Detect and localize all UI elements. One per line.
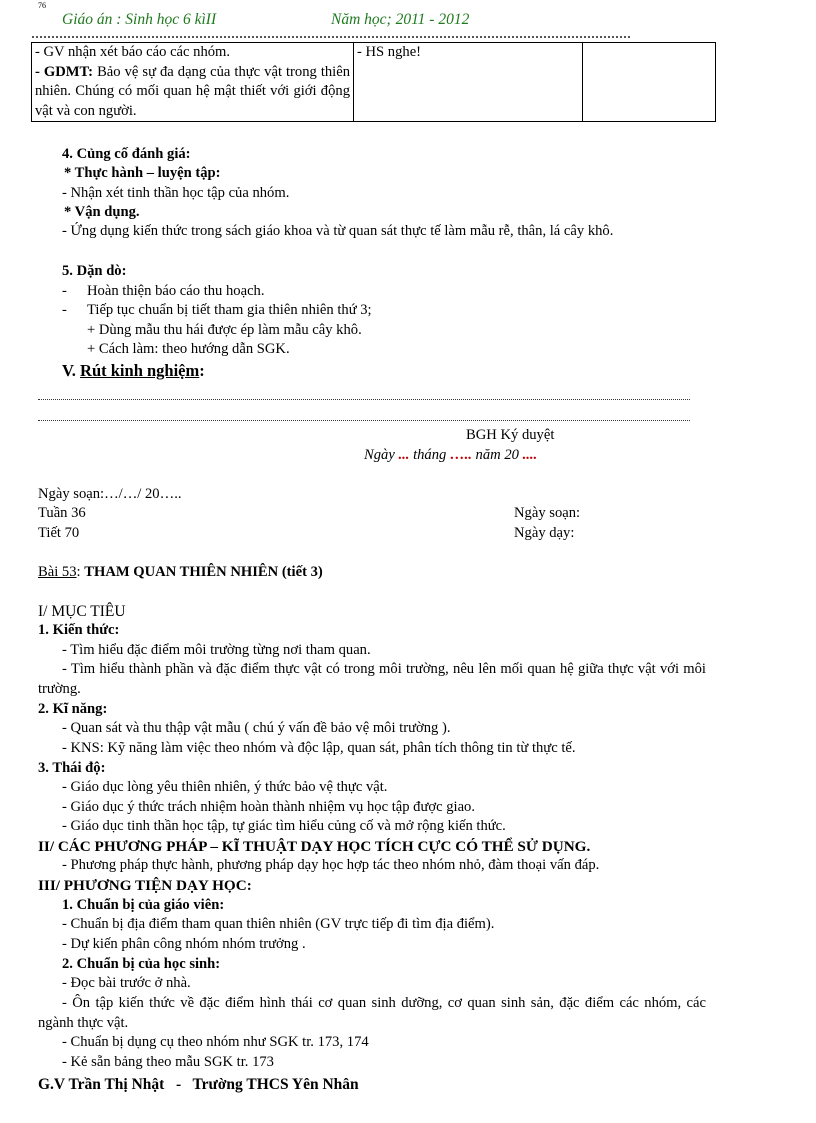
todo-item-2: Tiếp tục chuẩn bị tiết tham gia thiên nhiên thứ 3; bbox=[87, 302, 372, 318]
part4-title: 4. Củng cố đánh giá: bbox=[62, 146, 191, 162]
section2-item: - Phương pháp thực hành, phương pháp dạy học hợp tác theo nhóm nhỏ, đàm thoại vấn đáp. bbox=[62, 857, 600, 873]
student-prep-item-3: - Chuẩn bị dụng cụ theo nhóm như SGK tr. 173, 174 bbox=[62, 1034, 369, 1050]
dash-1: - bbox=[62, 283, 67, 299]
hs-line: - HS nghe! bbox=[357, 44, 422, 60]
rkn-colon: : bbox=[199, 361, 205, 380]
teacher-prep-item-2: - Dự kiến phân công nhóm nhóm trưởng . bbox=[62, 936, 306, 952]
date-dots-1: ... bbox=[398, 447, 410, 463]
lesson-colon: : bbox=[76, 564, 81, 580]
approval-date bbox=[364, 446, 537, 466]
ngay-day-right: Ngày dạy: bbox=[514, 525, 575, 541]
student-activity-cell bbox=[354, 43, 583, 122]
attitude-item-2: - Giáo dục ý thức trách nhiệm hoàn thành nhiệm vụ học tập được giao. bbox=[62, 799, 475, 815]
content-cell bbox=[583, 43, 716, 122]
dotted-line-1 bbox=[38, 399, 690, 400]
section2-title: II/ CÁC PHƯƠNG PHÁP – KĨ THUẬT DẠY HỌC TÍCH CỰC CÓ THỂ SỬ DỤNG. bbox=[38, 838, 591, 855]
rut-kinh-nghiem-heading bbox=[62, 361, 205, 381]
activity-table bbox=[31, 42, 716, 122]
ngay-soan-right: Ngày soạn: bbox=[514, 505, 581, 521]
apply-item: - Ứng dụng kiến thức trong sách giáo khoa và từ quan sát thực tế làm mẫu rễ, thân, lá cây khô. bbox=[62, 223, 614, 239]
date-year: năm 20 bbox=[475, 447, 519, 463]
teacher-activity-cell bbox=[32, 43, 354, 122]
date-pre: Ngày bbox=[364, 447, 395, 463]
attitude-item-3: - Giáo dục tinh thần học tập, tự giác tìm hiểu củng cố và mở rộng kiến thức. bbox=[62, 818, 506, 834]
todo-subitem-1: + Dùng mẫu thu hái được ép làm mẫu cây khô. bbox=[87, 322, 362, 338]
skills-title: 2. Kĩ năng: bbox=[38, 701, 108, 717]
gdmt-text: Bảo vệ sự đa dạng của thực vật trong thiên nhiên. Chúng có mối quan hệ mật thiết với giới động vật và con người. bbox=[35, 63, 351, 119]
knowledge-item-2: - Tìm hiểu thành phần và đặc điểm thực vật có trong môi trường, nêu lên mối quan hệ giữa thực vật với môi trường. bbox=[38, 661, 706, 697]
teacher-prep-title: 1. Chuẩn bị của giáo viên: bbox=[62, 897, 225, 913]
lesson-label: Bài 53 bbox=[38, 564, 77, 580]
lesson-title bbox=[38, 563, 323, 583]
todo-item-1: Hoàn thiện báo cáo thu hoạch. bbox=[87, 283, 265, 299]
section1-title: I/ MỤC TIÊU bbox=[38, 603, 126, 620]
practice-title: * Thực hành – luyện tập: bbox=[64, 165, 221, 181]
apply-title: * Vận dụng. bbox=[64, 204, 140, 220]
student-prep-title: 2. Chuẩn bị của học sinh: bbox=[62, 956, 221, 972]
gdmt-paragraph bbox=[35, 63, 350, 122]
student-prep-item-4: - Kẻ sẵn bảng theo mẫu SGK tr. 173 bbox=[62, 1054, 274, 1070]
attitude-title: 3. Thái độ: bbox=[38, 760, 106, 776]
gdmt-label: - GDMT: bbox=[35, 63, 94, 80]
skills-item-1: - Quan sát và thu thập vật mẫu ( chú ý vấn đề bảo vệ môi trường ). bbox=[62, 720, 451, 736]
date-dots-2: ….. bbox=[449, 447, 472, 463]
section3-title: III/ PHƯƠNG TIỆN DẠY HỌC: bbox=[38, 877, 252, 894]
knowledge-title: 1. Kiến thức: bbox=[38, 622, 120, 638]
dotted-line-2 bbox=[38, 420, 690, 421]
student-prep-item-1: - Đọc bài trước ở nhà. bbox=[62, 975, 191, 991]
gv-line: - GV nhận xét báo cáo các nhóm. bbox=[35, 44, 231, 60]
table-row bbox=[32, 43, 716, 122]
skills-item-2: - KNS: Kỹ năng làm việc theo nhóm và độc lập, quan sát, phân tích thông tin từ thực tế. bbox=[62, 740, 576, 756]
attitude-item-1: - Giáo dục lòng yêu thiên nhiên, ý thức bảo vệ thực vật. bbox=[62, 779, 388, 795]
header-right: Năm học; 2011 - 2012 bbox=[331, 11, 470, 28]
practice-item: - Nhận xét tinh thần học tập của nhóm. bbox=[62, 185, 290, 201]
teacher-prep-item-1: - Chuẩn bị địa điểm tham quan thiên nhiên (GV trực tiếp đi tìm địa điểm). bbox=[62, 916, 495, 932]
todo-subitem-2: + Cách làm: theo hướng dẫn SGK. bbox=[87, 341, 290, 357]
dash-2: - bbox=[62, 302, 67, 318]
part5-title: 5. Dặn dò: bbox=[62, 263, 127, 279]
rkn-prefix: V. bbox=[62, 361, 76, 380]
page-number: 76 bbox=[38, 1, 46, 10]
footer-author: G.V Trần Thị Nhật - Trường THCS Yên Nhân bbox=[38, 1076, 359, 1093]
bgh-approval: BGH Ký duyệt bbox=[466, 427, 555, 443]
ngay-soan-line: Ngày soạn:…/…/ 20….. bbox=[38, 486, 182, 502]
tiet: Tiết 70 bbox=[38, 525, 80, 541]
date-dots-3: .... bbox=[522, 447, 538, 463]
lesson-name: THAM QUAN THIÊN NHIÊN (tiết 3) bbox=[84, 564, 323, 580]
knowledge-item-1: - Tìm hiểu đặc điểm môi trường từng nơi tham quan. bbox=[62, 642, 371, 658]
rkn-title: Rút kinh nghiệm bbox=[80, 361, 200, 380]
header-rule bbox=[32, 36, 630, 38]
student-prep-item-2: - Ôn tập kiến thức về đặc điểm hình thái cơ quan sinh dưỡng, cơ quan sinh sản, đặc điểm các nhóm, các ngành thực vật. bbox=[38, 995, 706, 1031]
tuan: Tuần 36 bbox=[38, 505, 86, 521]
header-left: Giáo án : Sinh học 6 kìII bbox=[62, 11, 217, 28]
date-mid: tháng bbox=[413, 447, 447, 463]
